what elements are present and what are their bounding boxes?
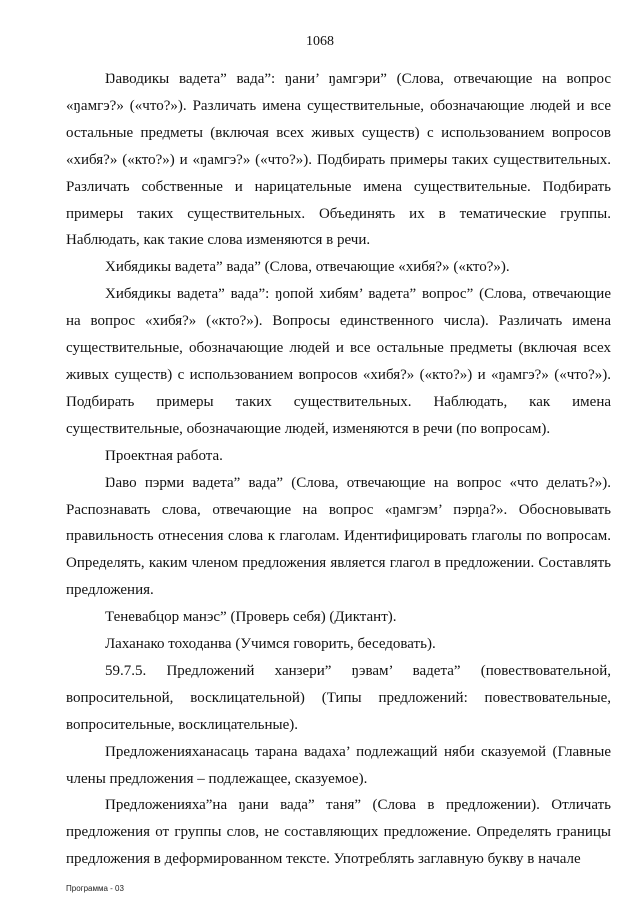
- paragraph-speaking: Лаханако тоходанва (Учимся говорить, беседовать).: [105, 636, 436, 653]
- paragraph-main-members: Предложенияханасаць тарана вадаха’ подлежащий няби сказуемой (Главные члены предложения – подлежащее, сказуемое).: [66, 743, 611, 787]
- page-number: 1068: [306, 34, 334, 49]
- paragraph-nouns-who: Хибядикы вадета” вада”: ŋопой хибям’ вадета” вопрос” (Слова, отвечающие на вопрос «хибя?» («кто?»). Вопросы единственного числа). Различать имена существительные, обозначающие людей и все остальные предметы (включая всех живых существ) с использованием вопросов «хибя?» («кто?») и «ŋамгэ?» («что?»). Подбирать примеры таких существительных. Наблюдать, как имена существительные, обозначающие людей, изменяются в речи (по вопросам).: [66, 286, 611, 437]
- paragraph-project-work: Проектная работа.: [105, 447, 223, 464]
- paragraph-sentence-types: 59.7.5. Предложений ханзери” ŋэвам’ вадета” (повествовательной, вопросительной, восклицательной) (Типы предложений: повествовательные, вопросительные, восклицательные).: [66, 662, 611, 733]
- footer-program-label: Программа - 03: [66, 884, 124, 893]
- paragraph-who-heading: Хибядикы вадета” вада” (Слова, отвечающие «хибя?» («кто?»).: [105, 259, 510, 276]
- paragraph-dictation: Теневабцор манэс” (Проверь себя) (Диктант).: [105, 609, 397, 626]
- paragraph-words-in-sentence: Предложенияха”на ŋани вада” таня” (Слова в предложении). Отличать предложения от группы слов, не составляющих предложение. Определять границы предложения в деформированном тексте. Употреблять заглавную букву в начале: [66, 797, 611, 868]
- paragraph-nouns-what: Ŋаводикы вадета” вада”: ŋани’ ŋамгэри” (Слова, отвечающие на вопрос «ŋамгэ?» («что?»). Различать имена существительные, обозначающие людей и все остальные предметы (включая всех живых существ) с использованием вопросов «хибя?» («кто?») и «ŋамгэ?» («что?»). Подбирать примеры таких существительных. Различать собственные и нарицательные имена существительные. Подбирать примеры таких существительных. Объединять их в тематические группы. Наблюдать, как такие слова изменяются в речи.: [66, 71, 611, 249]
- paragraph-verbs: Ŋаво пэрми вадета” вада” (Слова, отвечающие на вопрос «что делать?»). Распознавать слова, отвечающие на вопрос «ŋамгэм’ пэрŋа?». Обосновывать правильность отнесения слова к глаголам. Идентифицировать глаголы по вопросам. Определять, каким членом предложения является глагол в предложении. Составлять предложения.: [66, 474, 611, 599]
- document-body: [66, 66, 611, 873]
